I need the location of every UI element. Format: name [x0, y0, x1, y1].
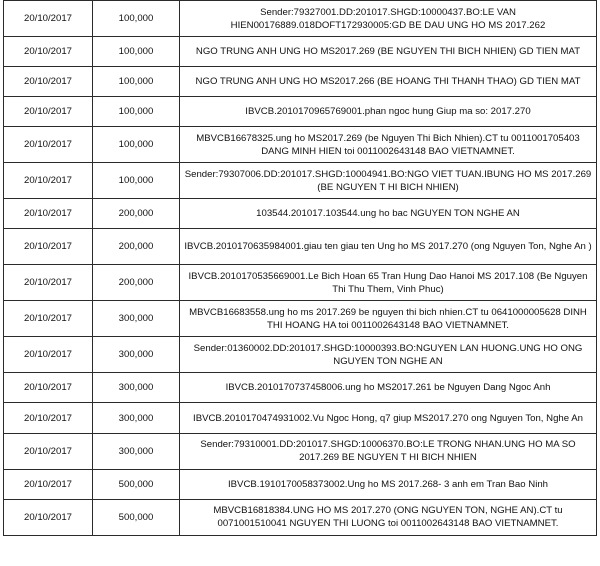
table-row [4, 67, 597, 97]
transaction-date-cell: 20/10/2017 [4, 403, 93, 433]
table-row [4, 97, 597, 127]
transaction-amount-cell: 200,000 [93, 229, 180, 265]
transaction-date-cell: 20/10/2017 [4, 469, 93, 499]
transaction-amount-cell: 300,000 [93, 337, 180, 373]
transaction-description-cell: MBVCB16678325.ung ho MS2017.269 (be Nguyen Thi Bich Nhien).CT tu 0011001705403 DANG MINH HIEN toi 0011002643148 BAO VIETNAMNET. [180, 127, 597, 163]
transaction-amount-cell: 200,000 [93, 199, 180, 229]
table-row [4, 301, 597, 337]
transaction-date-cell: 20/10/2017 [4, 1, 93, 37]
transaction-description-cell: 103544.201017.103544.ung ho bac NGUYEN TON NGHE AN [180, 199, 597, 229]
transaction-description-cell: IBVCB.2010170965769001.phan ngoc hung Giup ma so: 2017.270 [180, 97, 597, 127]
transaction-date-cell: 20/10/2017 [4, 229, 93, 265]
transaction-date-cell: 20/10/2017 [4, 163, 93, 199]
transaction-amount-cell: 500,000 [93, 469, 180, 499]
table-row [4, 127, 597, 163]
table-row [4, 265, 597, 301]
transaction-date-cell: 20/10/2017 [4, 499, 93, 535]
transaction-date-cell: 20/10/2017 [4, 67, 93, 97]
table-row [4, 1, 597, 37]
transaction-description-cell: IBVCB.1910170058373002.Ung ho MS 2017.268- 3 anh em Tran Bao Ninh [180, 469, 597, 499]
table-row [4, 229, 597, 265]
transaction-amount-cell: 100,000 [93, 163, 180, 199]
transaction-date-cell: 20/10/2017 [4, 97, 93, 127]
transaction-description-cell: Sender:79307006.DD:201017.SHGD:10004941.BO:NGO VIET TUAN.IBUNG HO MS 2017.269 (BE NGUYEN T HI BICH NHIEN) [180, 163, 597, 199]
transaction-description-cell: IBVCB.2010170535669001.Le Bich Hoan 65 Tran Hung Dao Hanoi MS 2017.108 (Be Nguyen Thi Thu Them, Vinh Phuc) [180, 265, 597, 301]
transaction-date-cell: 20/10/2017 [4, 301, 93, 337]
transaction-description-cell: Sender:01360002.DD:201017.SHGD:10000393.BO:NGUYEN LAN HUONG.UNG HO ONG NGUYEN TON NGHE AN [180, 337, 597, 373]
transaction-date-cell: 20/10/2017 [4, 127, 93, 163]
transaction-description-cell: IBVCB.2010170737458006.ung ho MS2017.261 be Nguyen Dang Ngoc Anh [180, 373, 597, 403]
transaction-amount-cell: 500,000 [93, 499, 180, 535]
donation-ledger-table [3, 0, 597, 536]
transaction-description-cell: Sender:79327001.DD:201017.SHGD:10000437.BO:LE VAN HIEN00176889.018DOFT172930005:GD BE DAU UNG HO MS 2017.262 [180, 1, 597, 37]
transaction-date-cell: 20/10/2017 [4, 265, 93, 301]
transaction-description-cell: MBVCB16683558.ung ho ms 2017.269 be nguyen thi bich nhien.CT tu 0641000005628 DINH THI HOANG HA toi 0011002643148 BAO VIETNAMNET. [180, 301, 597, 337]
transaction-amount-cell: 100,000 [93, 37, 180, 67]
table-row [4, 373, 597, 403]
transaction-description-cell: NGO TRUNG ANH UNG HO MS2017.266 (BE HOANG THI THANH THAO) GD TIEN MAT [180, 67, 597, 97]
table-row [4, 163, 597, 199]
transaction-description-cell: Sender:79310001.DD:201017.SHGD:10006370.BO:LE TRONG NHAN.UNG HO MA SO 2017.269 BE NGUYEN T HI BICH NHIEN [180, 433, 597, 469]
table-row [4, 337, 597, 373]
transaction-amount-cell: 300,000 [93, 433, 180, 469]
table-row [4, 469, 597, 499]
transaction-amount-cell: 200,000 [93, 265, 180, 301]
transaction-amount-cell: 300,000 [93, 301, 180, 337]
table-row [4, 199, 597, 229]
transaction-amount-cell: 100,000 [93, 127, 180, 163]
transaction-date-cell: 20/10/2017 [4, 433, 93, 469]
transaction-date-cell: 20/10/2017 [4, 37, 93, 67]
transaction-date-cell: 20/10/2017 [4, 373, 93, 403]
transaction-amount-cell: 100,000 [93, 67, 180, 97]
transaction-date-cell: 20/10/2017 [4, 199, 93, 229]
transaction-description-cell: IBVCB.2010170635984001.giau ten giau ten Ung ho MS 2017.270 (ong Nguyen Ton, Nghe An ) [180, 229, 597, 265]
transaction-description-cell: IBVCB.2010170474931002.Vu Ngoc Hong, q7 giup MS2017.270 ong Nguyen Ton, Nghe An [180, 403, 597, 433]
transaction-amount-cell: 100,000 [93, 1, 180, 37]
table-row [4, 37, 597, 67]
transaction-amount-cell: 300,000 [93, 403, 180, 433]
table-row [4, 433, 597, 469]
transaction-description-cell: MBVCB16818384.UNG HO MS 2017.270 (ONG NGUYEN TON, NGHE AN).CT tu 0071001510041 NGUYEN THI LUONG toi 0011002643148 BAO VIETNAMNET. [180, 499, 597, 535]
transaction-amount-cell: 300,000 [93, 373, 180, 403]
transaction-description-cell: NGO TRUNG ANH UNG HO MS2017.269 (BE NGUYEN THI BICH NHIEN) GD TIEN MAT [180, 37, 597, 67]
ledger-body [4, 1, 597, 536]
transaction-amount-cell: 100,000 [93, 97, 180, 127]
table-row [4, 403, 597, 433]
table-row [4, 499, 597, 535]
transaction-date-cell: 20/10/2017 [4, 337, 93, 373]
